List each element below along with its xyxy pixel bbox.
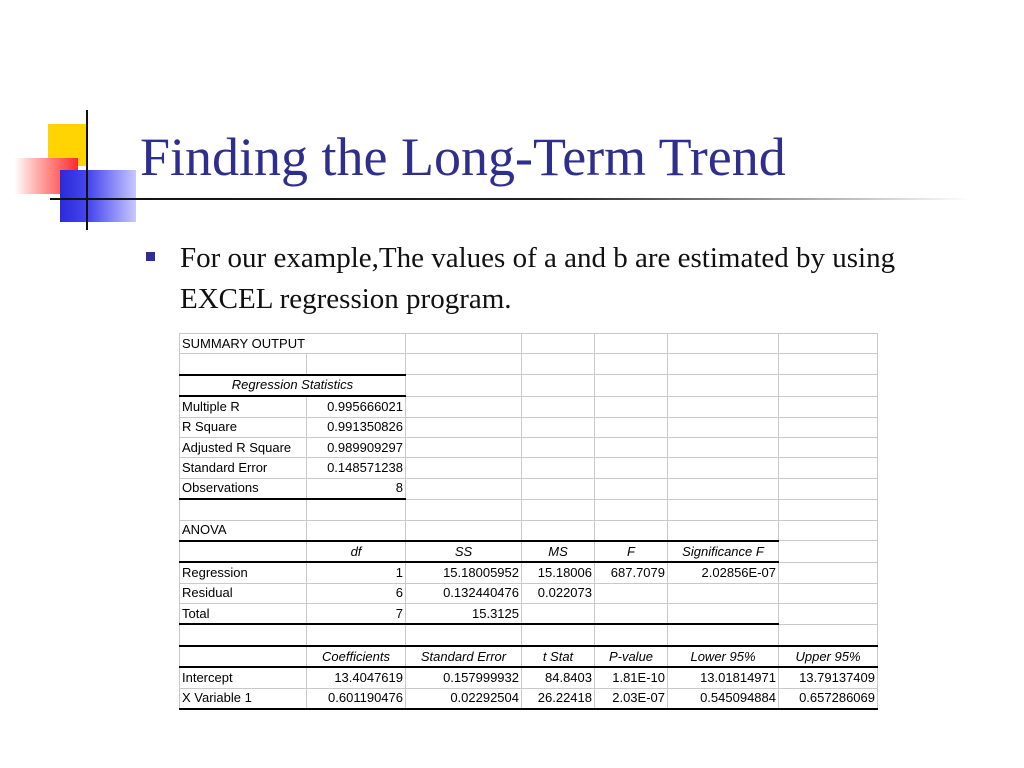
table-row (180, 646, 878, 667)
cell-value: 0.601190476 (307, 688, 406, 709)
cell-value: 13.01814971 (668, 667, 779, 688)
stat-label: Standard Error (180, 458, 307, 478)
anova-header: ANOVA (180, 520, 307, 541)
table-row (180, 437, 878, 457)
table-row (180, 417, 878, 437)
cell-value: 0.545094884 (668, 688, 779, 709)
cell-value: 0.657286069 (779, 688, 878, 709)
row-label: Regression (180, 562, 307, 583)
slide-logo-decoration (0, 0, 140, 240)
cell-value: 0.022073 (522, 583, 595, 603)
cell-value: 0.132440476 (406, 583, 522, 603)
stat-label: Adjusted R Square (180, 437, 307, 457)
slide-title: Finding the Long-Term Trend (140, 127, 786, 187)
regression-output-table (179, 333, 878, 710)
table-row (180, 688, 878, 709)
cell-value: 2.03E-07 (595, 688, 668, 709)
table-row (180, 667, 878, 688)
cell-value: 13.79137409 (779, 667, 878, 688)
column-header: P-value (595, 646, 668, 667)
stat-label: Multiple R (180, 396, 307, 417)
stat-value: 0.148571238 (307, 458, 406, 478)
table-row (180, 562, 878, 583)
vertical-rule-decoration (86, 110, 88, 230)
table-row (180, 458, 878, 478)
table-row (180, 478, 878, 499)
column-header: MS (522, 541, 595, 562)
cell-value: 1.81E-10 (595, 667, 668, 688)
row-label: Residual (180, 583, 307, 603)
table-row (180, 583, 878, 603)
cell-value: 1 (307, 562, 406, 583)
column-header: F (595, 541, 668, 562)
cell-value: 84.8403 (522, 667, 595, 688)
column-header: Significance F (668, 541, 779, 562)
cell-value: 6 (307, 583, 406, 603)
table-row (180, 541, 878, 562)
cell-value: 2.02856E-07 (668, 562, 779, 583)
blue-square-decoration (60, 170, 136, 222)
table-row (180, 624, 878, 645)
column-header: SS (406, 541, 522, 562)
stat-value: 8 (307, 478, 406, 499)
table-row (180, 604, 878, 625)
table-row (180, 499, 878, 520)
cell-value (522, 604, 595, 625)
cell-value: 7 (307, 604, 406, 625)
row-label: Intercept (180, 667, 307, 688)
stat-label: Observations (180, 478, 307, 499)
column-header: Lower 95% (668, 646, 779, 667)
column-header: Coefficients (307, 646, 406, 667)
column-header: Upper 95% (779, 646, 878, 667)
stat-value: 0.991350826 (307, 417, 406, 437)
stat-label: R Square (180, 417, 307, 437)
cell-value: 15.18005952 (406, 562, 522, 583)
cell-value (595, 604, 668, 625)
row-label: X Variable 1 (180, 688, 307, 709)
cell-value: 26.22418 (522, 688, 595, 709)
column-header: df (307, 541, 406, 562)
stat-value: 0.995666021 (307, 396, 406, 417)
regression-statistics-header: Regression Statistics (180, 375, 406, 396)
table-row (180, 375, 878, 396)
cell-value: 15.3125 (406, 604, 522, 625)
table-row (180, 354, 878, 375)
cell-value: 15.18006 (522, 562, 595, 583)
stat-value: 0.989909297 (307, 437, 406, 457)
table-row (180, 520, 878, 541)
column-header: t Stat (522, 646, 595, 667)
cell-value: 687.7079 (595, 562, 668, 583)
bullet-text: For our example,The values of a and b are estimated by using EXCEL regression program. (180, 242, 896, 315)
table-row (180, 334, 878, 354)
cell-value: 13.4047619 (307, 667, 406, 688)
square-bullet-icon (146, 252, 155, 261)
summary-output-header: SUMMARY OUTPUT (180, 334, 406, 354)
cell-value (668, 604, 779, 625)
table-row (180, 396, 878, 417)
row-label: Total (180, 604, 307, 625)
cell-value: 0.02292504 (406, 688, 522, 709)
title-underline-rule (50, 198, 970, 200)
cell-value (668, 583, 779, 603)
cell-value: 0.157999932 (406, 667, 522, 688)
column-header: Standard Error (406, 646, 522, 667)
cell-value (595, 583, 668, 603)
bullet-point (146, 238, 966, 320)
